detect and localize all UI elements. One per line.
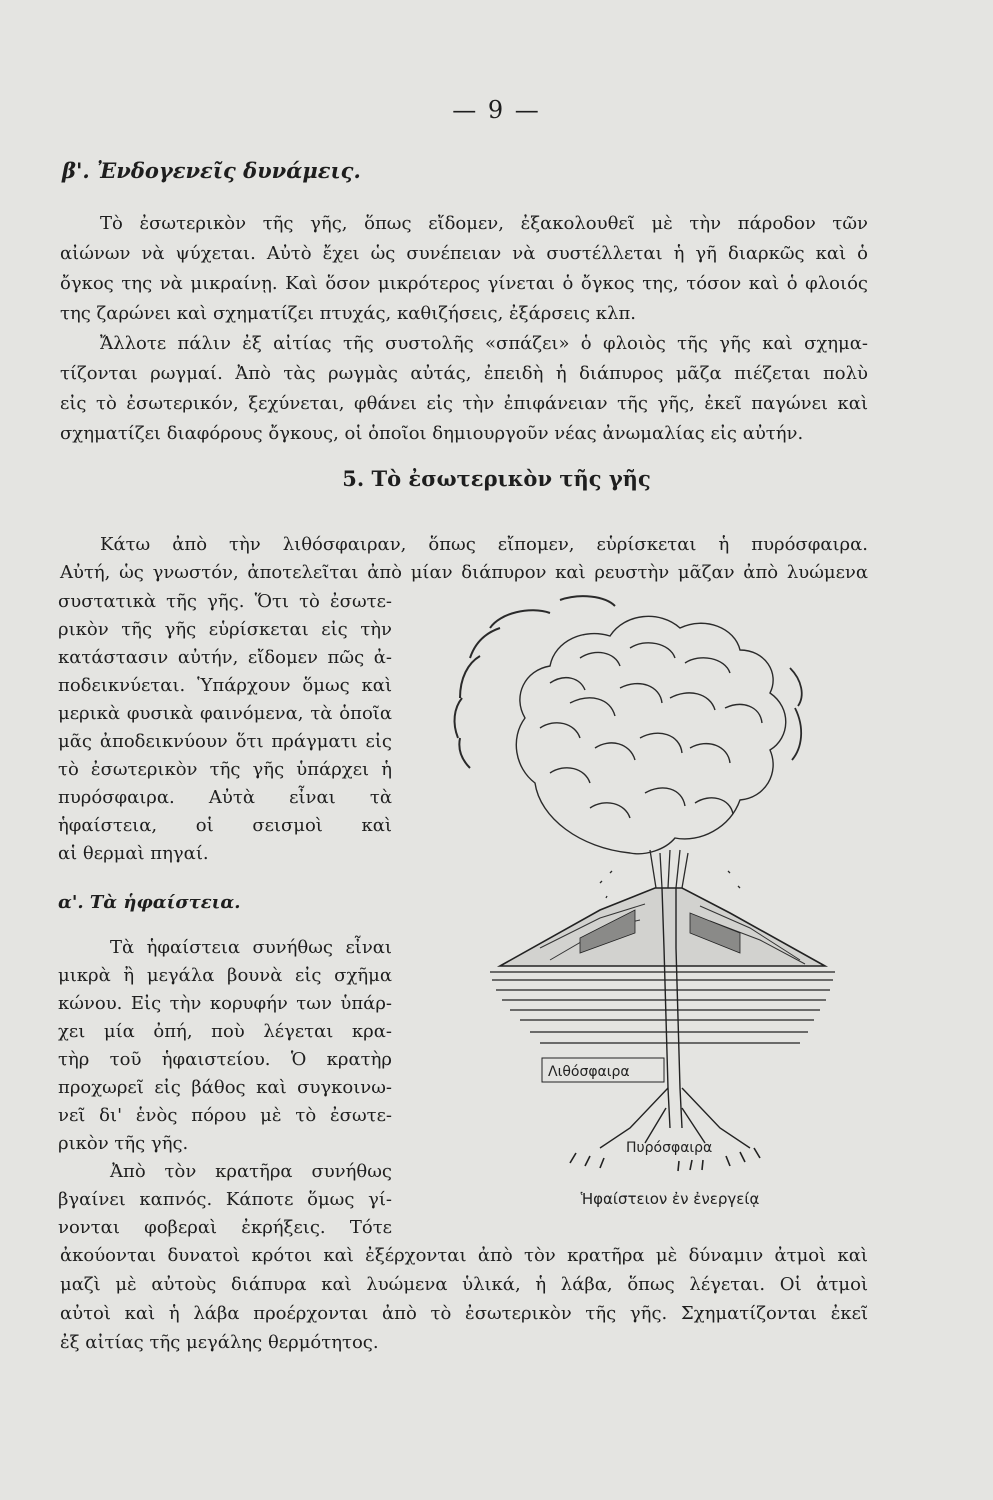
text-line: νονται φοβεραὶ ἐκρήξεις. Τότε [58, 1217, 392, 1238]
text-line: τὴρ τοῦ ἡφαιστείου. Ὁ κρατὴρ [58, 1049, 392, 1070]
subsection-a-heading: α'. Τὰ ἡφαίστεια. [58, 892, 241, 913]
text-line: εἰς τὸ ἐσωτερικόν, ξεχύνεται, φθάνει εἰς τὴν ἐπιφάνειαν τῆς γῆς, ἐκεῖ παγώνει καὶ [60, 393, 868, 414]
text-line: αὐτοὶ καὶ ἡ λάβα προέρχονται ἀπὸ τὸ ἐσωτερικὸν τῆς γῆς. Σχηματίζονται ἐκεῖ [60, 1303, 868, 1324]
text-line: Αὐτή, ὡς γνωστόν, ἀποτελεῖται ἀπὸ μίαν διάπυρον καὶ ρευστὴν μᾶζαν ἀπὸ λυώμενα [60, 562, 868, 583]
text-line: χει μία ὀπή, ποὺ λέγεται κρα- [58, 1021, 392, 1042]
text-line: της ζαρώνει καὶ σχηματίζει πτυχάς, καθιζήσεις, ἐξάρσεις κλπ. [60, 303, 636, 324]
text-line: προχωρεῖ εἰς βάθος καὶ συγκοινω- [58, 1077, 392, 1098]
text-line: ἀκούονται δυνατοὶ κρότοι καὶ ἐξέρχονται ἀπὸ τὸν κρατῆρα μὲ δύναμιν ἀτμοὶ καὶ [60, 1245, 868, 1266]
text-line: κώνου. Εἰς τὴν κορυφήν των ὑπάρ- [58, 993, 392, 1014]
text-line: αἰώνων νὰ ψύχεται. Αὐτὸ ἔχει ὡς συνέπειαν νὰ συστέλλεται ἡ γῆ διαρκῶς καὶ ὁ [60, 243, 868, 264]
text-line: μᾶς ἀποδεικνύουν ὅτι πράγματι εἰς [58, 731, 392, 752]
text-line: πυρόσφαιρα. Αὐτὰ εἶναι τὰ [58, 787, 392, 808]
lithosphere-label: Λιθόσφαιρα [548, 1064, 630, 1080]
volcano-figure [430, 588, 870, 1183]
text-line: ρικὸν τῆς γῆς. [58, 1133, 189, 1154]
text-line: βγαίνει καπνός. Κάποτε ὅμως γί- [58, 1189, 392, 1210]
text-line: ἡφαίστεια, οἱ σεισμοὶ καὶ [58, 815, 392, 836]
text-line: νεῖ δι' ἑνὸς πόρου μὲ τὸ ἐσωτε- [58, 1105, 392, 1126]
text-line: τὸ ἐσωτερικὸν τῆς γῆς ὑπάρχει ἡ [58, 759, 392, 780]
text-line: Τὰ ἡφαίστεια συνήθως εἶναι [110, 937, 392, 958]
text-line: ἐξ αἰτίας τῆς μεγάλης θερμότητος. [60, 1332, 379, 1353]
text-line: αἱ θερμαὶ πηγαί. [58, 843, 209, 864]
text-line: Ἀπὸ τὸν κρατῆρα συνήθως [110, 1161, 392, 1182]
pyrosphere-label: Πυρόσφαιρα [626, 1140, 713, 1156]
smoke-cloud [455, 596, 802, 854]
text-line: ὄγκος της νὰ μικραίνῃ. Καὶ ὅσον μικρότερος γίνεται ὁ ὄγκος της, τόσον καὶ ὁ φλοιός [60, 273, 868, 294]
text-line: μαζὶ μὲ αὐτοὺς διάπυρα καὶ λυώμενα ὑλικά, ἡ λάβα, ὅπως λέγεται. Οἱ ἀτμοὶ [60, 1274, 868, 1295]
text-line: μικρὰ ἢ μεγάλα βουνὰ εἰς σχῆμα [58, 965, 392, 986]
page-number: — 9 — [452, 96, 541, 124]
text-line: κατάστασιν αὐτήν, εἴδομεν πῶς ἀ- [58, 647, 392, 668]
text-line: Κάτω ἀπὸ τὴν λιθόσφαιραν, ὅπως εἴπομεν, εὑρίσκεται ἡ πυρόσφαιρα. [100, 534, 868, 555]
text-line: σχηματίζει διαφόρους ὄγκους, οἱ ὁποῖοι δημιουργοῦν νέας ἀνωμαλίας εἰς αὐτήν. [60, 423, 804, 444]
text-line: ποδεικνύεται. Ὑπάρχουν ὅμως καὶ [58, 675, 392, 696]
text-line: μερικὰ φυσικὰ φαινόμενα, τὰ ὁποῖα [58, 703, 392, 724]
text-line: ρικὸν τῆς γῆς εὑρίσκεται εἰς τὴν [58, 619, 392, 640]
figure-caption: Ἡφαίστειον ἐν ἐνεργείᾳ [580, 1190, 760, 1208]
section-5-heading: 5. Τὸ ἐσωτερικὸν τῆς γῆς [342, 466, 651, 491]
section-b-heading: β'. Ἐνδογενεῖς δυνάμεις. [62, 158, 361, 183]
text-line: τίζονται ρωγμαί. Ἀπὸ τὰς ρωγμὰς αὐτάς, ἐπειδὴ ἡ διάπυρος μᾶζα πιέζεται πολὺ [60, 363, 868, 384]
text-line: συστατικὰ τῆς γῆς. Ὅτι τὸ ἐσωτε- [58, 591, 392, 612]
lithosphere-layers [490, 972, 835, 1043]
text-line: Τὸ ἐσωτερικὸν τῆς γῆς, ὅπως εἴδομεν, ἐξακολουθεῖ μὲ τὴν πάροδον τῶν [100, 213, 868, 234]
text-line: Ἄλλοτε πάλιν ἐξ αἰτίας τῆς συστολῆς «σπάζει» ὁ φλοιὸς τῆς γῆς καὶ σχημα- [100, 333, 868, 354]
